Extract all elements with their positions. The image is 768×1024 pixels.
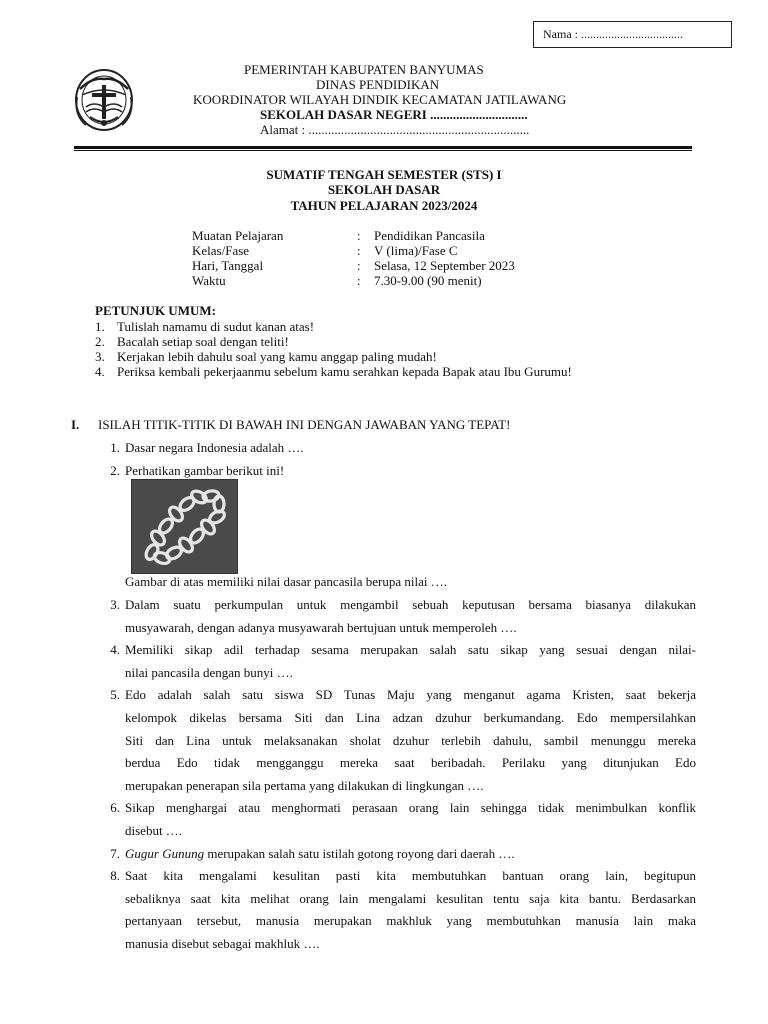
question-text: Sikap menghargai atau menghormati perasaan orang lain sehingga tidak menimbulkan konflik	[125, 800, 696, 815]
question-number: 7.	[110, 846, 120, 861]
chain-image	[131, 479, 238, 574]
instruction-item: 2. Bacalah setiap soal dengan teliti!	[95, 334, 289, 349]
instruction-item: 4. Periksa kembali pekerjaanmu sebelum kamu serahkan kepada Bapak atau Ibu Gurumu!	[95, 364, 572, 379]
exam-level: SEKOLAH DASAR	[327, 182, 441, 197]
exam-year: TAHUN PELAJARAN 2023/2024	[290, 198, 478, 213]
header-divider-thin	[74, 150, 692, 151]
question-text: kelompok dikelas bersama Siti dan Lina adzan dzuhur berkumandang. Edo mempersilahkan	[125, 710, 696, 725]
question-number: 4.	[110, 642, 120, 657]
question-text: Dalam suatu perkumpulan untuk mengambil sebuah keputusan bersama biasanya dilakukan	[125, 597, 696, 612]
question-text: musyawarah, dengan adanya musyawarah bertujuan untuk memperoleh ….	[125, 620, 517, 635]
question-number: 5.	[110, 687, 120, 702]
question-number: 6.	[110, 800, 120, 815]
question-text-rest: merupakan salah satu istilah gotong royong dari daerah ….	[204, 846, 515, 861]
question-text: Gambar di atas memiliki nilai dasar pancasila berupa nilai ….	[125, 574, 448, 589]
question-text: Dasar negara Indonesia adalah ….	[125, 440, 304, 455]
banyumas-emblem-logo	[72, 67, 136, 133]
question-text: Memiliki sikap adil terhadap sesama merupakan salah satu sikap yang sesuai dengan nilai-	[125, 642, 696, 657]
question-number: 3.	[110, 597, 120, 612]
question-text: Saat kita mengalami kesulitan pasti kita membutuhkan bantuan orang lain, begitupun	[125, 868, 696, 883]
section-title: ISILAH TITIK-TITIK DI BAWAH INI DENGAN JAWABAN YANG TEPAT!	[98, 417, 511, 432]
general-instructions-title: PETUNJUK UMUM:	[95, 303, 216, 318]
question-number: 1.	[110, 440, 120, 455]
header-divider-thick	[74, 146, 692, 149]
question-text	[125, 846, 696, 862]
question-text: nilai pancasila dengan bunyi ….	[125, 665, 293, 680]
question-number: 2.	[110, 463, 120, 478]
question-text: disebut ….	[125, 823, 183, 838]
question-text: pertanyaan tersebut, manusia merupakan makhluk yang membutuhkan manusia lain maka	[125, 913, 696, 928]
name-field-box: Nama : ..................................	[533, 21, 732, 48]
instruction-item: 3. Kerjakan lebih dahulu soal yang kamu anggap paling mudah!	[95, 349, 437, 364]
question-text: Edo adalah salah satu siswa SD Tunas Maju yang menganut agama Kristen, saat bekerja	[125, 687, 696, 702]
question-text: berdua Edo tidak mengganggu mereka saat beribadah. Perilaku yang ditunjukan Edo	[125, 755, 696, 770]
exam-title: SUMATIF TENGAH SEMESTER (STS) I	[266, 167, 502, 182]
question-text: sebaliknya saat kita melihat orang lain mengalami kesulitan tentu saja kita bantu. Berdasarkan	[125, 891, 696, 906]
question-text: Perhatikan gambar berikut ini!	[125, 463, 285, 478]
section-number: I.	[71, 417, 80, 432]
question-text: Siti dan Lina untuk melaksanakan sholat dzuhur terlebih dahulu, sambil menunggu mereka	[125, 733, 696, 748]
question-number: 8.	[110, 868, 120, 883]
instruction-item: 1. Tulislah namamu di sudut kanan atas!	[95, 319, 315, 334]
question-italic-term: Gugur Gunung	[125, 846, 205, 861]
question-text: manusia disebut sebagai makhluk ….	[125, 936, 320, 951]
question-text: merupakan penerapan sila pertama yang dilakukan di lingkungan ….	[125, 778, 484, 793]
